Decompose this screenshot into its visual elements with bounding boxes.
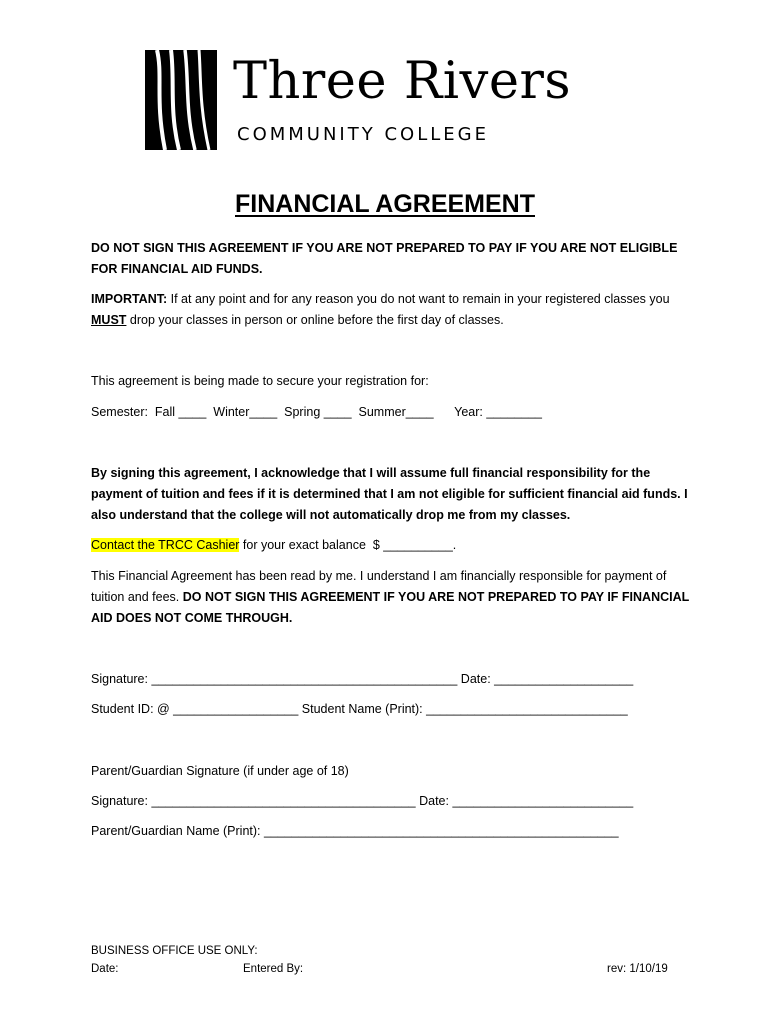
registration-intro: This agreement is being made to secure your registration for: bbox=[91, 374, 429, 388]
document-title: FINANCIAL AGREEMENT bbox=[235, 190, 535, 218]
guardian-signature-line: Signature: ______________________________________ Date: __________________________ bbox=[91, 794, 634, 808]
guardian-heading: Parent/Guardian Signature (if under age of 18) bbox=[91, 764, 349, 778]
guardian-name-line: Parent/Guardian Name (Print): ___________________________________________________ bbox=[91, 824, 619, 838]
balance-line bbox=[91, 535, 456, 556]
balance-rest: for your exact balance $ __________. bbox=[239, 538, 457, 552]
rivers-logo-icon bbox=[145, 50, 217, 150]
important-label: IMPORTANT: bbox=[91, 292, 168, 306]
logo-college-name: Three Rivers bbox=[233, 52, 572, 111]
important-paragraph bbox=[91, 289, 691, 331]
logo-college-subtitle: COMMUNITY COLLEGE bbox=[237, 124, 489, 145]
important-must: MUST bbox=[91, 313, 127, 327]
student-line: Student ID: @ __________________ Student Name (Print): _____________________________ bbox=[91, 702, 628, 716]
cashier-highlight: Contact the TRCC Cashier bbox=[91, 538, 240, 552]
footer-revision: rev: 1/10/19 bbox=[607, 963, 668, 975]
office-use-label: BUSINESS OFFICE USE ONLY: bbox=[91, 945, 258, 957]
semester-line: Semester: Fall ____ Winter____ Spring ____ Summer____ Year: ________ bbox=[91, 405, 542, 419]
read-statement bbox=[91, 566, 691, 629]
footer-entered-by: Entered By: bbox=[243, 963, 304, 975]
read-statement-text: This Financial Agreement has been read by me. I understand I am financially responsible for payment of tuition and fees. bbox=[91, 569, 667, 604]
warning-top: DO NOT SIGN THIS AGREEMENT IF YOU ARE NOT PREPARED TO PAY IF YOU ARE NOT ELIGIBLE FOR FINANCIAL AID FUNDS. bbox=[91, 241, 678, 276]
college-logo bbox=[145, 50, 635, 150]
important-text-before: If at any point and for any reason you do not want to remain in your registered classes you bbox=[167, 292, 670, 306]
read-statement-warning: DO NOT SIGN THIS AGREEMENT IF YOU ARE NOT PREPARED TO PAY IF FINANCIAL AID DOES NOT COME THROUGH. bbox=[91, 590, 690, 625]
footer-date-label: Date: bbox=[91, 963, 119, 975]
important-text-after: drop your classes in person or online before the first day of classes. bbox=[126, 313, 504, 327]
acknowledgement-paragraph: By signing this agreement, I acknowledge that I will assume full financial responsibility for the payment of tuition and fees if it is determined that I am not eligible for sufficient financial aid funds. I also understand that the college will not automatically drop me from my classes. bbox=[91, 466, 688, 522]
signature-line: Signature: ____________________________________________ Date: ____________________ bbox=[91, 672, 634, 686]
